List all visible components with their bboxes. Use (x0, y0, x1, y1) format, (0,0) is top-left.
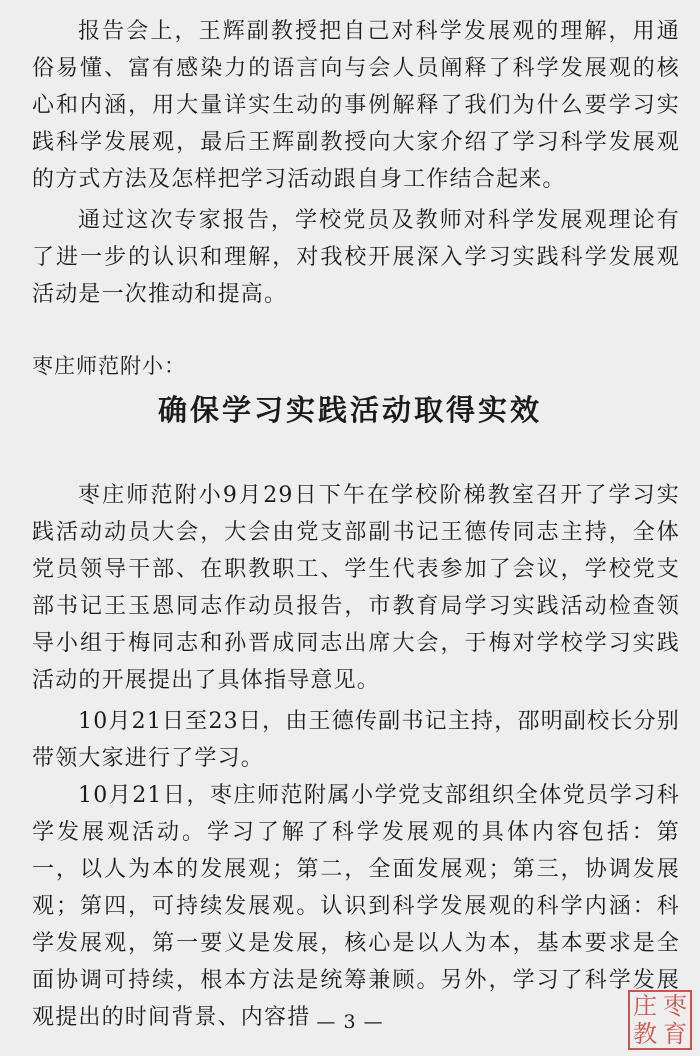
paragraph-study-dates: 10月21日至23日，由王德传副书记主持，邵明副校长分别带领大家进行了学习。 (32, 709, 680, 771)
article-title: 确保学习实践活动取得实效 (157, 393, 542, 427)
seal-char: 育 (663, 1020, 687, 1048)
seal-char: 枣 (663, 992, 687, 1020)
paragraph-report-effect: 通过这次专家报告，学校党员及教师对科学发展观理论有了进一步的认识和理解，对我校开展深入学习实践科学发展观活动是一次推动和提高。 (32, 208, 680, 307)
paragraph-report-meeting: 报告会上，王辉副教授把自己对科学发展观的理解，用通俗易懂、富有感染力的语言向与会人员阐释了科学发展观的核心和内涵，用大量详实生动的事例解释了我们为什么要学习实践科学发展观，最后王辉副教授向大家介绍了学习科学发展观的方式方法及怎样把学习活动跟自身工作结合起来。 (32, 19, 680, 192)
school-label: 枣庄师范附小： (32, 354, 186, 378)
seal-char: 教 (633, 1020, 657, 1048)
page-number: — 3 — (316, 1011, 384, 1033)
seal-stamp (628, 990, 692, 1050)
paragraph-mobilization-meeting: 枣庄师范附小9月29日下午在学校阶梯教室召开了学习实践活动动员大会，大会由党支部副书记王德传同志主持，全体党员领导干部、在职教职工、学生代表参加了会议，学校党支部书记王玉恩同志作动员报告，市教育局学习实践活动检查领导小组于梅同志和孙晋成同志出席大会，于梅对学校学习实践活动的开展提出了具体指导意见。 (32, 483, 680, 693)
paragraph-study-content: 10月21日，枣庄师范附属小学党支部组织全体党员学习科学发展观活动。学习了解了科学发展观的具体内容包括：第一，以人为本的发展观；第二，全面发展观；第三，协调发展观；第四，可持续发展观。认识到科学发展观的科学内涵：科学发展观，第一要义是发展，核心是以人为本，基本要求是全面协调可持续，根本方法是统筹兼顾。另外，学习了科学发展观提出的时间背景、内容措 (32, 783, 680, 1030)
seal-char: 庄 (633, 992, 657, 1020)
